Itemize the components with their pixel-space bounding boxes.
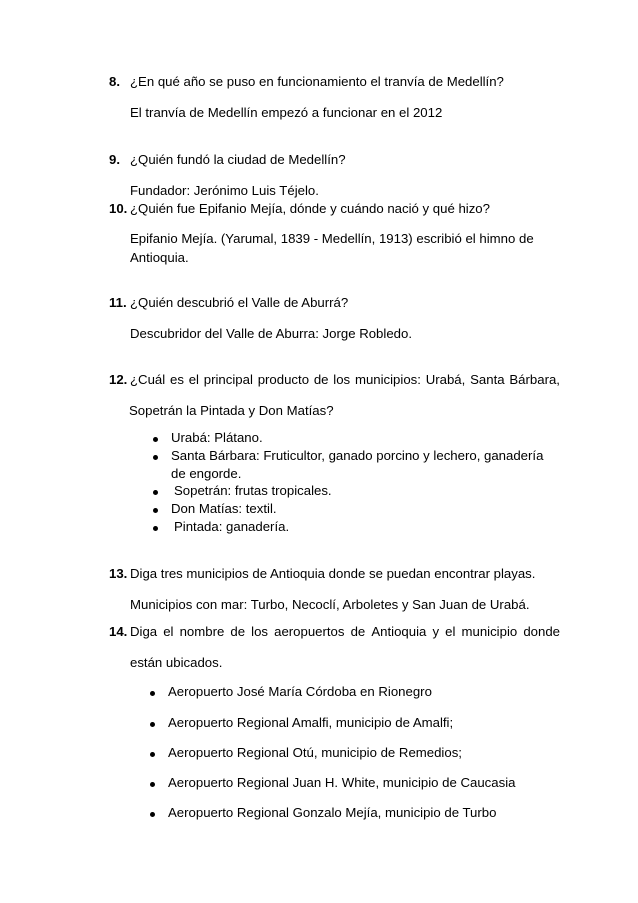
bullet-icon — [150, 782, 155, 787]
word: los — [251, 624, 269, 639]
list-item: Pintada: ganadería. — [174, 519, 290, 534]
question-12-line-2: Sopetrán la Pintada y Don Matías? — [129, 403, 334, 418]
bullet-icon — [153, 490, 158, 495]
list-item-continuation: de engorde. — [171, 466, 242, 481]
question-12 — [109, 372, 560, 387]
list-item: Don Matías: textil. — [171, 501, 277, 516]
word: y — [432, 624, 440, 639]
question-text-justified — [130, 624, 560, 639]
question-14-line-2: están ubicados. — [130, 655, 223, 670]
question-number: 11. — [109, 295, 127, 310]
list-item: Santa Bárbara: Fruticultor, ganado porcino y lechero, ganadería — [171, 448, 544, 463]
question-number: 8. — [109, 74, 120, 89]
word: aeropuertos — [274, 624, 345, 639]
question-text: ¿Quién descubrió el Valle de Aburrá? — [130, 295, 349, 310]
word: de — [230, 624, 246, 639]
word: el — [445, 624, 456, 639]
question-number: 9. — [109, 152, 120, 167]
word: es — [169, 372, 184, 387]
question-text: Diga tres municipios de Antioquia donde se puedan encontrar playas. — [130, 566, 536, 581]
list-item: Aeropuerto Regional Amalfi, municipio de Amalfi; — [168, 715, 454, 730]
word: producto — [257, 372, 310, 387]
answer-10-line-1: Epifanio Mejía. (Yarumal, 1839 - Medellín, 1913) escribió el himno de — [130, 231, 534, 246]
question-text: ¿En qué año se puso en funcionamiento el tranvía de Medellín? — [130, 74, 504, 89]
question-10 — [109, 201, 490, 216]
question-number: 10. — [109, 201, 128, 216]
list-item: Sopetrán: frutas tropicales. — [174, 483, 332, 498]
question-8 — [109, 74, 504, 89]
list-item: Aeropuerto Regional Juan H. White, municipio de Caucasia — [168, 775, 516, 790]
bullet-icon — [150, 722, 155, 727]
question-number: 12. — [109, 372, 128, 387]
question-text: ¿Quién fundó la ciudad de Medellín? — [130, 152, 346, 167]
answer-8: El tranvía de Medellín empezó a funcionar en el 2012 — [130, 105, 443, 120]
answer-9: Fundador: Jerónimo Luis Téjelo. — [130, 183, 319, 198]
question-text-justified — [130, 372, 560, 387]
word: donde — [523, 624, 560, 639]
bullet-icon — [153, 526, 158, 531]
word: el — [163, 624, 174, 639]
answer-10-line-2: Antioquia. — [130, 250, 189, 265]
question-13 — [109, 566, 535, 581]
word: el — [188, 372, 199, 387]
bullet-icon — [153, 437, 158, 442]
question-text: ¿Quién fue Epifanio Mejía, dónde y cuándo nació y qué hizo? — [130, 201, 490, 216]
word: Urabá, — [425, 372, 466, 387]
answer-13: Municipios con mar: Turbo, Necoclí, Arboletes y San Juan de Urabá. — [130, 597, 530, 612]
question-number: 13. — [109, 566, 128, 581]
bullet-icon — [153, 455, 158, 460]
answer-11: Descubridor del Valle de Aburra: Jorge Robledo. — [130, 326, 412, 341]
question-11 — [109, 295, 348, 310]
word: de — [350, 624, 366, 639]
list-item: Aeropuerto José María Córdoba en Rionegro — [168, 684, 432, 699]
question-14 — [109, 624, 560, 639]
word: principal — [203, 372, 253, 387]
word: Diga — [130, 624, 158, 639]
word: los — [333, 372, 351, 387]
bullet-icon — [150, 691, 155, 696]
word: Bárbara, — [509, 372, 560, 387]
word: municipio — [461, 624, 518, 639]
bullet-icon — [150, 752, 155, 757]
word: ¿Cuál — [130, 372, 166, 387]
word: Antioquia — [371, 624, 427, 639]
question-number: 14. — [109, 624, 128, 639]
word: de — [313, 372, 329, 387]
bullet-icon — [150, 812, 155, 817]
question-9 — [109, 152, 346, 167]
bullet-icon — [153, 508, 158, 513]
word: nombre — [179, 624, 225, 639]
list-item: Aeropuerto Regional Gonzalo Mejía, municipio de Turbo — [168, 805, 497, 820]
word: municipios: — [354, 372, 421, 387]
list-item: Aeropuerto Regional Otú, municipio de Remedios; — [168, 745, 462, 760]
list-item: Urabá: Plátano. — [171, 430, 263, 445]
word: Santa — [470, 372, 505, 387]
